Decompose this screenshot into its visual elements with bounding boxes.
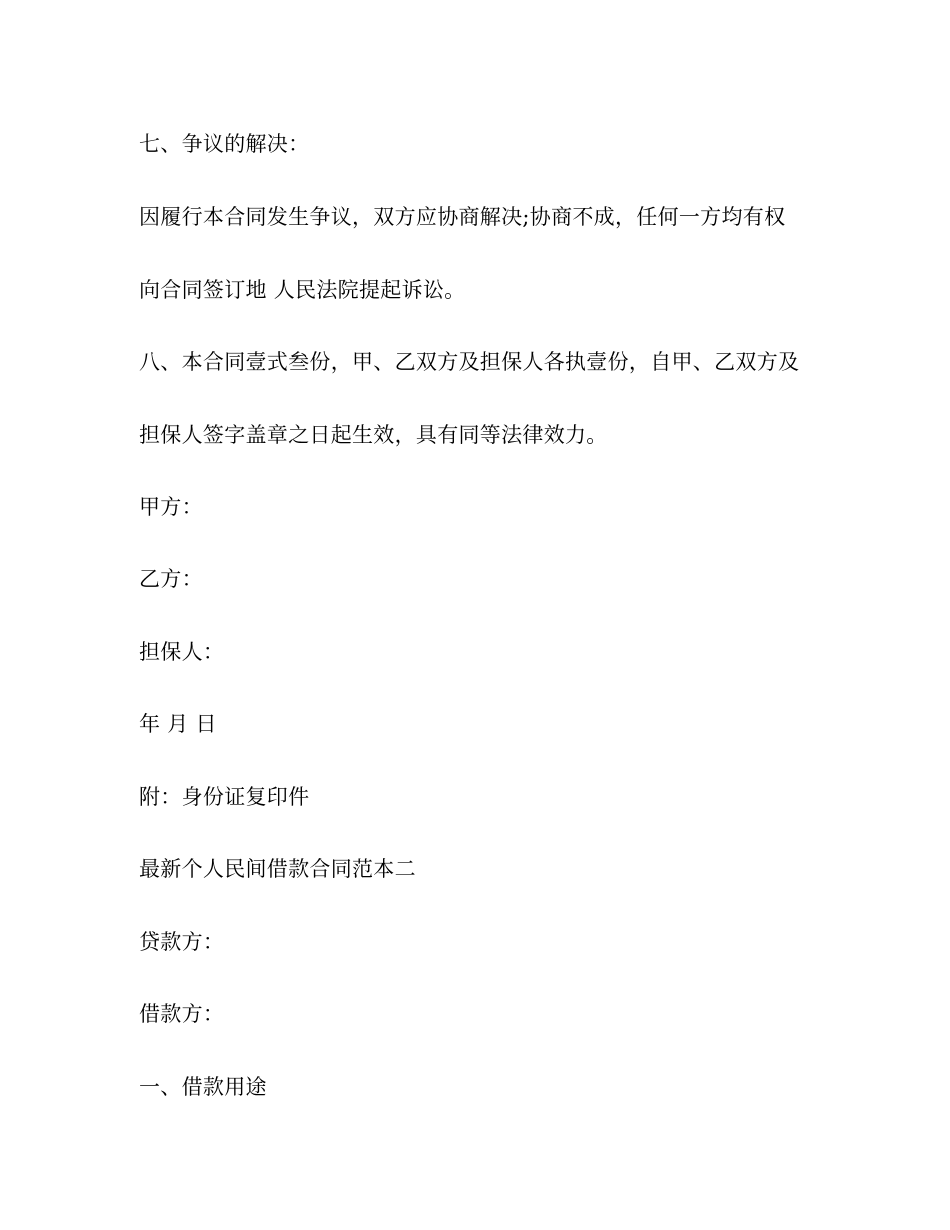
section-heading-dispute-resolution: 七、争议的解决：: [139, 132, 310, 156]
paragraph-line: 向合同签订地 人民法院提起诉讼。: [139, 278, 466, 302]
borrower-label: 借款方：: [139, 1002, 225, 1026]
document-title: 最新个人民间借款合同范本二: [139, 857, 416, 881]
paragraph-line: 因履行本合同发生争议，双方应协商解决;协商不成，任何一方均有权: [139, 205, 786, 229]
lender-label: 贷款方：: [139, 930, 225, 954]
section-heading-loan-purpose: 一、借款用途: [139, 1075, 267, 1099]
guarantor-label: 担保人：: [139, 640, 225, 664]
paragraph-line: 担保人签字盖章之日起生效，具有同等法律效力。: [139, 423, 608, 447]
party-a-label: 甲方：: [139, 495, 203, 519]
paragraph-line: 八、本合同壹式叁份，甲、乙双方及担保人各执壹份，自甲、乙双方及: [139, 350, 800, 374]
date-line: 年 月 日: [139, 712, 217, 736]
attachment-note: 附：身份证复印件: [139, 785, 310, 809]
party-b-label: 乙方：: [139, 567, 203, 591]
